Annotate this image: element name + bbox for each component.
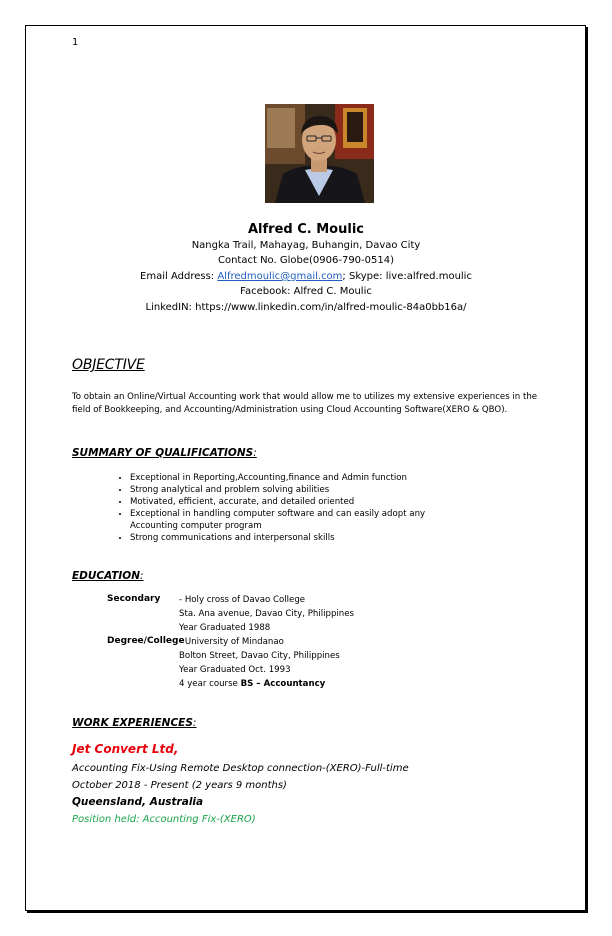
objective-heading: OBJECTIVE xyxy=(72,357,145,373)
profile-photo-illustration xyxy=(265,104,374,203)
email-link[interactable]: Alfredmoulic@gmail.com xyxy=(217,271,343,282)
job-position: Position held: Accounting Fix-(XERO) xyxy=(72,814,256,825)
page-shadow-right xyxy=(586,27,588,913)
address-line: Nangka Trail, Mahayag, Buhangin, Davao City xyxy=(191,240,421,251)
education-heading xyxy=(72,570,144,582)
secondary-label: Secondary xyxy=(107,594,161,604)
list-item: • Strong analytical and problem solving abilities xyxy=(130,484,470,496)
job-role: Accounting Fix-Using Remote Desktop connection-(XERO)-Full-time xyxy=(72,763,409,774)
page-number: 1 xyxy=(72,37,79,48)
linkedin-line: LinkedIN: https://www.linkedin.com/in/alfred-moulic-84a0bb16a/ xyxy=(145,302,467,313)
course-name: BS – Accountancy xyxy=(240,679,326,689)
secondary-year: Year Graduated 1988 xyxy=(179,623,271,633)
candidate-name: Alfred C. Moulic xyxy=(248,222,364,237)
list-item: • Strong communications and interpersonal skills xyxy=(130,532,470,544)
college-label: Degree/College xyxy=(107,636,185,646)
education-heading-text: EDUCATION xyxy=(72,570,141,582)
company-name: Jet Convert Ltd, xyxy=(72,742,179,756)
college-course xyxy=(179,679,325,689)
skype-text: ; Skype: live:alfred.moulic xyxy=(342,271,472,282)
course-prefix: 4 year course xyxy=(179,679,241,689)
page-shadow-bottom xyxy=(27,911,588,913)
email-label: Email Address: xyxy=(140,271,218,282)
objective-text: To obtain an Online/Virtual Accounting work that would allow me to utilizes my extensive experiences in the field of Bookkeeping, and Accounting/Administration using Cloud Accounting Software(XERO & QBO). xyxy=(72,392,538,415)
college-school: - University of Mindanao xyxy=(179,637,284,647)
work-heading-text: WORK EXPERIENCES xyxy=(72,717,193,729)
qualifications-heading-colon: : xyxy=(253,447,257,459)
contact-line: Contact No. Globe(0906-790-0514) xyxy=(217,255,394,266)
work-heading xyxy=(72,717,196,729)
education-heading-colon: : xyxy=(140,570,144,582)
list-item: • Motivated, efficient, accurate, and detailed oriented xyxy=(130,496,470,508)
work-heading-colon: : xyxy=(192,717,197,729)
job-period: October 2018 - Present (2 years 9 months) xyxy=(72,780,287,791)
college-year: Year Graduated Oct. 1993 xyxy=(179,665,291,675)
college-address: Bolton Street, Davao City, Philippines xyxy=(179,651,340,661)
secondary-school: - Holy cross of Davao College xyxy=(179,595,306,605)
job-location: Queensland, Australia xyxy=(72,796,204,808)
list-item: • Exceptional in handling computer software and can easily adopt any Accounting computer program xyxy=(130,508,470,532)
qualifications-heading-text: SUMMARY OF QUALIFICATIONS xyxy=(72,447,254,459)
email-line xyxy=(100,271,512,282)
qualifications-list xyxy=(112,472,470,544)
qualifications-heading xyxy=(72,447,257,459)
secondary-address: Sta. Ana avenue, Davao City, Philippines xyxy=(179,609,354,619)
facebook-line: Facebook: Alfred C. Moulic xyxy=(240,286,372,297)
profile-photo xyxy=(265,104,374,203)
list-item: • Exceptional in Reporting,Accounting,finance and Admin function xyxy=(130,472,470,484)
